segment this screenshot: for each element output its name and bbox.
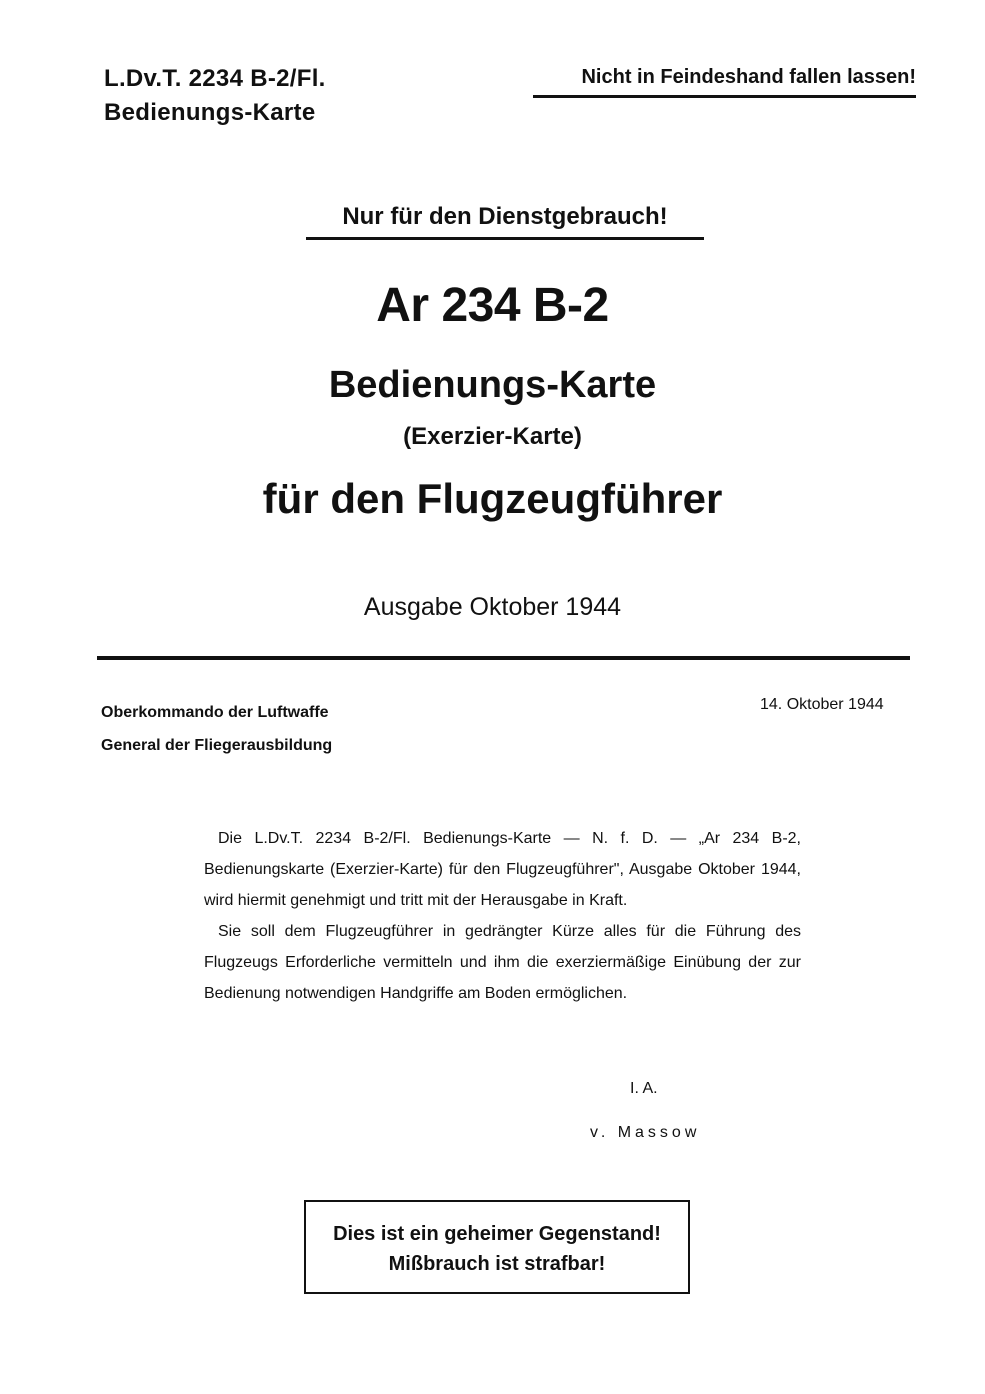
authority-line-2: General der Fliegerausbildung	[101, 737, 333, 754]
classification-notice: Nur für den Dienstgebrauch!	[306, 203, 704, 240]
document-designation-block	[104, 62, 326, 130]
signer-name: v. Massow	[590, 1124, 701, 1141]
authority-line-1: Oberkommando der Luftwaffe	[101, 704, 329, 721]
horizontal-divider	[97, 656, 910, 660]
secret-notice-line-2: Mißbrauch ist strafbar!	[388, 1253, 606, 1275]
aircraft-title: Ar 234 B-2	[376, 279, 609, 332]
secret-notice-box	[304, 1200, 690, 1294]
enemy-hands-warning: Nicht in Feindeshand fallen lassen!	[533, 66, 916, 98]
card-subtitle: (Exerzier-Karte)	[403, 423, 582, 450]
audience-title: für den Flugzeugführer	[262, 475, 723, 522]
signature-ia: I. A.	[630, 1080, 658, 1097]
approval-text	[204, 823, 801, 1009]
issue-date: 14. Oktober 1944	[760, 696, 884, 713]
approval-paragraph-2: Sie soll dem Flugzeugführer in gedrängter Kürze alles für die Führung des Flugzeugs Erforderliche vermitteln und ihm die exerziermäßige Einübung der zur Bedienung notwendigen Handgriffe am Boden ermöglichen.	[204, 923, 801, 1002]
issuing-authority	[101, 696, 332, 762]
approval-paragraph-1: Die L.Dv.T. 2234 B-2/Fl. Bedienungs-Karte — N. f. D. — „Ar 234 B-2, Bedienungskarte (Exerzier-Karte) für den Flugzeugführer", Ausgabe Oktober 1944, wird hiermit genehmigt und tritt mit der Herausgabe in Kraft.	[204, 830, 801, 909]
secret-notice-line-1: Dies ist ein geheimer Gegenstand!	[333, 1223, 661, 1245]
edition-line: Ausgabe Oktober 1944	[363, 593, 622, 621]
card-title: Bedienungs-Karte	[328, 364, 657, 406]
document-card-type: Bedienungs-Karte	[104, 99, 316, 126]
document-designation: L.Dv.T. 2234 B-2/Fl.	[104, 65, 326, 92]
